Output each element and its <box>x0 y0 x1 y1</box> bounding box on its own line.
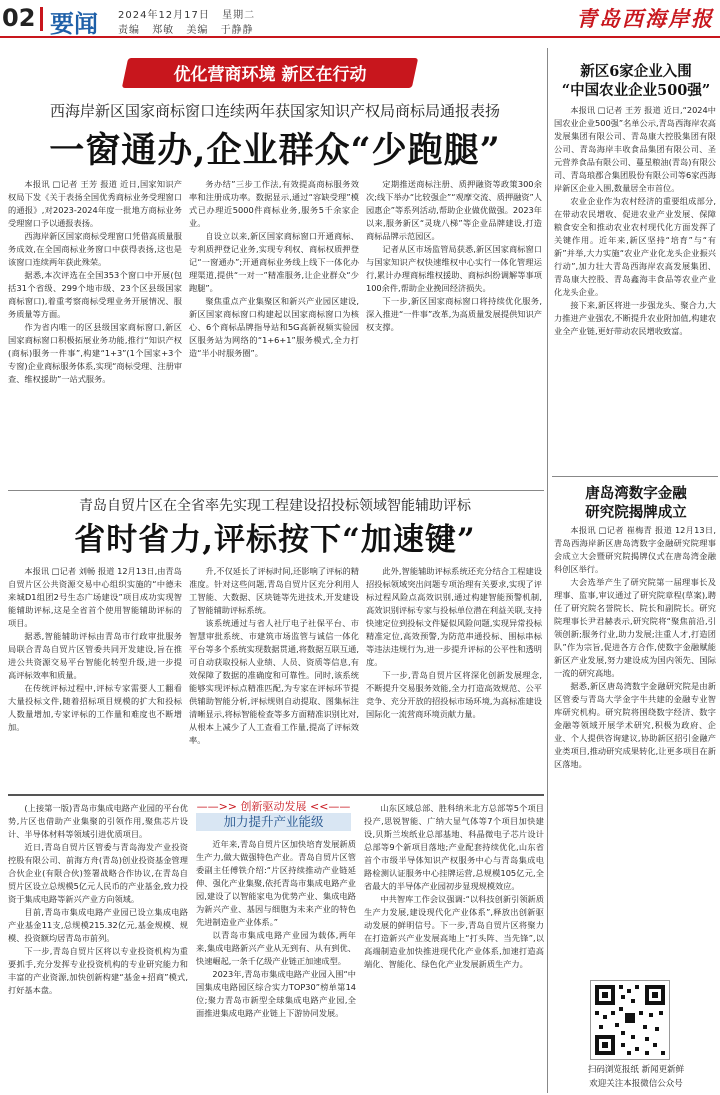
paragraph: 在传统评标过程中,评标专家需要人工翻看大量投标文件,随着招标项目规模的扩大和投标人数量增加,专家评标的工作量和难度也不断增加。 <box>8 683 182 732</box>
story2-column-1 <box>8 565 182 795</box>
right-story1-headline <box>552 62 720 100</box>
qr-caption-2: 欢迎关注本报微信公众号 <box>589 1079 683 1089</box>
paragraph: 本报讯 □记者 崔梅青 报道 12月13日,青岛西海岸新区唐岛湾数字金融研究院理事会成立大会暨研究院揭牌仪式在唐岛湾金融科创区举行。 <box>554 525 716 574</box>
paragraph: 记者从区市场监管局获悉,新区国家商标窗口与国家知识产权快速维权中心实行一体化管理运行,累计办理商标维权援助、商标纠纷调解等事项100余件,帮助企业挽回经济损失。 <box>366 244 542 293</box>
paragraph: 据悉,新区唐岛湾数字金融研究院是由新区管委与青岛大学金字牛共建的金融专业智库研究机构。研究院将围绕数字经济、数字金融等领域开展学术研究,积极为政府、企业、个人提供咨询建议,协助新区招引金融产业类项目,推动研究成果转化,让更多项目在新区落地。 <box>554 681 716 769</box>
paragraph: 2023年,青岛市集成电路产业园入围“中国集成电路园区综合实力TOP30”榜单第14位;聚力青岛市新型全球集成电路产业园,全面推进集成电路产业链上下游协同发展。 <box>196 969 356 1018</box>
section-divider <box>8 794 544 796</box>
paragraph: 中共智库工作会议强调:“以科技创新引领新质生产力发展,建设现代化产业体系”,释放出创新驱动发展的鲜明信号。下一步,青岛自贸片区将聚力在打造新兴产业发展高地上“打头阵、当先锋”,以高端制造业加快推进现代化产业体系,加速打造高端化、智能化、绿色化产业发展新质生产力。 <box>364 894 544 969</box>
paragraph: 务办结”三步工作法,有效提高商标服务效率和注册成功率。数据显示,通过“容缺受理”模式已办理近5000件商标业务,服务5千余家企业。 <box>189 179 359 228</box>
story2-headline: 省时省力,评标按下“加速键” <box>74 522 476 558</box>
paragraph: 近日,青岛自贸片区管委与青岛海发产业投资控股有限公司、前海方舟(青岛)创业投资基金管理合伙企业(有限合伙)签署战略合作协议,在青岛自贸片区设立总规模5亿元人民币的产业基金,致力投资于集成电路等新兴产业方向领域。 <box>8 842 188 904</box>
paragraph: 据悉,智能辅助评标由青岛市行政审批服务局联合青岛自贸片区管委共同开发建设,旨在推进公共资源交易平台智能化转型升级,进一步提高评标效率和质量。 <box>8 631 182 680</box>
headline-line: 唐岛湾数字金融 <box>585 485 687 502</box>
page-header <box>0 0 720 38</box>
right-story2-body <box>554 524 716 972</box>
paragraph: 西海岸新区国家商标受理窗口凭借高质量服务成效,在全国商标业务窗口中获得表扬,这也是该窗口连续两年获此殊荣。 <box>8 231 182 267</box>
qr-code[interactable] <box>590 980 670 1060</box>
paragraph: 目前,青岛市集成电路产业园已设立集成电路产业基金11支,总规模215.32亿元,基金规模、规模、投资额均居青岛市前列。 <box>8 907 188 943</box>
story3-column-1 <box>8 802 188 1092</box>
editor-name: 郑敏 <box>152 25 175 36</box>
right-story1-body <box>554 104 716 474</box>
story2-subtitle: 青岛自贸片区在全省率先实现工程建设招投标领域智能辅助评标 <box>79 498 471 514</box>
newspaper-logo: 青岛西海岸报 <box>576 6 714 31</box>
right-story2-headline <box>552 484 720 522</box>
header-divider <box>40 7 43 31</box>
story1-subtitle: 西海岸新区国家商标窗口连续两年获国家知识产权局商标局通报表扬 <box>49 102 500 120</box>
theme-banner: 优化营商环境 新区在行动 <box>173 65 367 85</box>
paragraph: 下一步,新区国家商标窗口将持续优化服务,深入推进“一件事”改革,为高质量发展提供知识产权支撑。 <box>366 296 542 332</box>
story3-column-3 <box>364 802 544 1092</box>
designer-label: 美编 <box>186 25 209 36</box>
paragraph: 本报讯 □记者 王芳 报道 近日,“2024中国农业企业500强”名单公示,青岛西海岸农高发展集团有限公司、青岛康大控股集团有限公司、青岛海岸丰收食品集团有限公司、圣元营养食品有限公司、蔓星粮油(青岛)有限公司、青岛琅郡合集团股份有限公司等6家西海岸新区企业入围,数量居全市首位。 <box>554 105 716 193</box>
paragraph: 接下来,新区将进一步强龙头、聚合力,大力推进产业强农,不断提升农业附加值,构建农业全产业链,更好带动农民增收致富。 <box>554 300 716 336</box>
qr-caption-1: 扫码浏览报纸 新闻更新鲜 <box>587 1065 685 1075</box>
paragraph: 山东区域总部、胜科纳米北方总部等5个项目投产,思锐智能、广纳大显气体等7个项目加快建设,贝斯兰埃纸业总部基地、科晶微电子芯片设计总部等9个新项目落地;产业配套持续优化,山东省首个市级半导体知识产权服务中心与青岛集成电路检测认证服务中心挂牌运营,总规模105亿元,全省最大的半导体产业园初步显现规模效应。 <box>364 803 544 891</box>
paragraph: (上接第一版)青岛市集成电路产业园的平台优势,片区也借助产业集聚的引领作用,聚焦芯片设计、半导体材料等领域引进优质项目。 <box>8 803 188 839</box>
paragraph: 大会选举产生了研究院第一届理事长及理事、监事,审议通过了研究院章程(草案),聘任了研究院名誉院长、院长和副院长。研究院理事长尹君赫表示,研究院将“聚焦前沿,引领创新;服务行业,助力发展;注重人才,打造团队”作为宗旨,促进各方合作,使数字金融赋能新区产业发展,努力建设成为国内领先、国际一流的研究高地。 <box>554 577 716 678</box>
section-divider <box>8 490 544 491</box>
story1-headline: 一窗通办,企业群众“少跑腿” <box>49 130 501 171</box>
story1-column-3 <box>366 178 542 486</box>
date-text: 2024年12月17日 <box>118 10 210 21</box>
headline-line: “中国农业企业500强” <box>561 82 711 99</box>
paragraph: 下一步,青岛自贸片区将以专业投资机构为重要抓手,充分发挥专业投资机构的专业研究能力和丰富的产业资源,加快创新构建“基金+招商”模式,打好基本盘。 <box>8 946 188 995</box>
paragraph: 此外,智能辅助评标系统还充分结合工程建设招投标领域突出问题专项治理有关要求,实现了评标过程风险点高效识别,通过构建智能预警机制,高效识别评标专家与投标单位潜在利益关联,支持快速定位到投标文件疑似风险问题,实现异常投标精准定位,高效预警,为防范串通投标、围标串标等违法违规行为,进一步提升评标的公平性和透明度。 <box>366 566 542 667</box>
section-title: 要闻 <box>50 9 98 38</box>
paragraph: 升,不仅延长了评标时间,还影响了评标的精准度。针对这些问题,青岛自贸片区充分利用人工智能、大数据、区块链等先进技术,开发建设了智能辅助评标系统。 <box>189 566 359 615</box>
qr-code-icon <box>591 981 669 1059</box>
issue-date <box>118 6 263 21</box>
paragraph: 聚焦重点产业集聚区和新兴产业园区建设,新区国家商标窗口构建起以国家商标窗口为核心、6个商标品牌指导站和5G高新视频实验园区服务站为网络的“1+6+1”服务模式,全力打造“半小时服务圈”。 <box>189 296 359 358</box>
headline-line: 研究院揭牌成立 <box>585 504 687 521</box>
story3-column-2 <box>196 838 356 1092</box>
paragraph: 下一步,青岛自贸片区将深化创新发展理念,不断提升交易服务效能,全力打造高效规范、公平竞争、充分开放的招投标市场环境,为高标准建设国际化一流营商环境贡献力量。 <box>366 670 542 719</box>
headline-line: 新区6家企业入围 <box>580 63 692 80</box>
story1-column-2 <box>189 178 359 486</box>
paragraph: 农业企业作为农村经济的重要组成部分,在带动农民增收、促进农业产业发展、保障粮食安全和推动农业农村现代化方面发挥了关键作用。近年来,新区坚持“培育”与“有新”并举,大力实施“农业产业化龙头企业振兴行动”,加力壮大青岛西海岸农高发展集团、青岛康大控股、青岛鑫海丰食品等农业产业化龙头企业。 <box>554 196 716 297</box>
designer-name: 于静静 <box>220 25 254 36</box>
paragraph: 近年来,青岛自贸片区加快培育发展新质生产力,做大做强特色产业。青岛自贸片区管委副主任傅铁介绍:“片区持续推动产业链延伸、强化产业集聚,依托青岛市集成电路产业园,建设了以智能家电为优势产业、集成电路为新兴产业、基因与细胞为未来产业的特色先进制造业产业体系。” <box>196 839 356 927</box>
story1-column-1 <box>8 178 182 486</box>
paragraph: 自设立以来,新区国家商标窗口开通商标、专利质押登记业务,实现专利权、商标权质押登记“一窗通办”;开通商标业务线上线下一体化办理渠道,提供“一对一”精准服务,让企业群众“少跑腿”。 <box>189 231 359 293</box>
paragraph: 本报讯 □记者 刘畅 报道 12月13日,由青岛自贸片区公共资源交易中心组织实施的“中德未来城D1组团2号生态广场建设”项目成功实现智能辅助评标,这是全省首个使用智能辅助评标的项目。 <box>8 566 182 628</box>
story3-subhead: 加力提升产业能级 <box>196 813 351 831</box>
weekday-text: 星期二 <box>222 10 256 21</box>
editor-credits <box>118 21 262 36</box>
column-divider <box>547 48 548 1093</box>
paragraph: 作为省内唯一的区县级国家商标窗口,新区国家商标窗口积极拓展业务功能,推行“知识产权(商标)服务一件事”,构建“1+3”(1个国家+3个专窗)企业商标服务体系,实现“商标受理、注册审查、维权援助”一站式服务。 <box>8 322 182 384</box>
paragraph: 据悉,本次评选在全国353个窗口中开展(包括31个省级、299个地市级、23个区县级国家商标窗口),着重考察商标受理业务开展情况、服务质量等方面。 <box>8 270 182 319</box>
paragraph: 以青岛市集成电路产业园为载体,两年来,集成电路新兴产业从无到有、从有到优、快速崛起,一条千亿级产业链正加速成型。 <box>196 930 356 966</box>
section-divider <box>552 476 718 477</box>
paragraph: 本报讯 □记者 王芳 报道 近日,国家知识产权局下发《关于表扬全国优秀商标业务受理窗口的通报》,对2023-2024年度一批地方商标业务受理窗口予以通报表扬。 <box>8 179 182 228</box>
story2-column-3 <box>366 565 542 795</box>
story2-column-2 <box>189 565 359 795</box>
editor-label: 责编 <box>118 25 140 36</box>
paragraph: 该系统通过与省人社厅电子社保平台、市智慧审批系统、市建筑市场监管与诚信一体化平台等多个系统实现数据贯通,将数据互联互通,可自动获取投标人业绩、人员、资质等信息,有效保障了数据的准确度和可靠性。同时,该系统能够实现评标点精准匹配,为专家在评标环节提供辅助智能分析,评标规则自动提取、图集标注清晰显示,将标智能检查等多方面精准识别比对,从根本上减少了人工查看工作量,提高了评标效率。 <box>189 618 359 745</box>
page-number: 02 <box>2 4 36 32</box>
paragraph: 定期推送商标注册、质押融资等政策300余次;线下举办“比较强企”“观摩交流、质押融资”人园惠企”等系列活动,帮助企业做优做强。2023年以来,服务新区“灵珑八梯”等企业品牌建设,打造商标品牌示范园区。 <box>366 179 542 241</box>
story3-kicker: ——>> 创新驱动发展 <<—— <box>196 800 351 813</box>
